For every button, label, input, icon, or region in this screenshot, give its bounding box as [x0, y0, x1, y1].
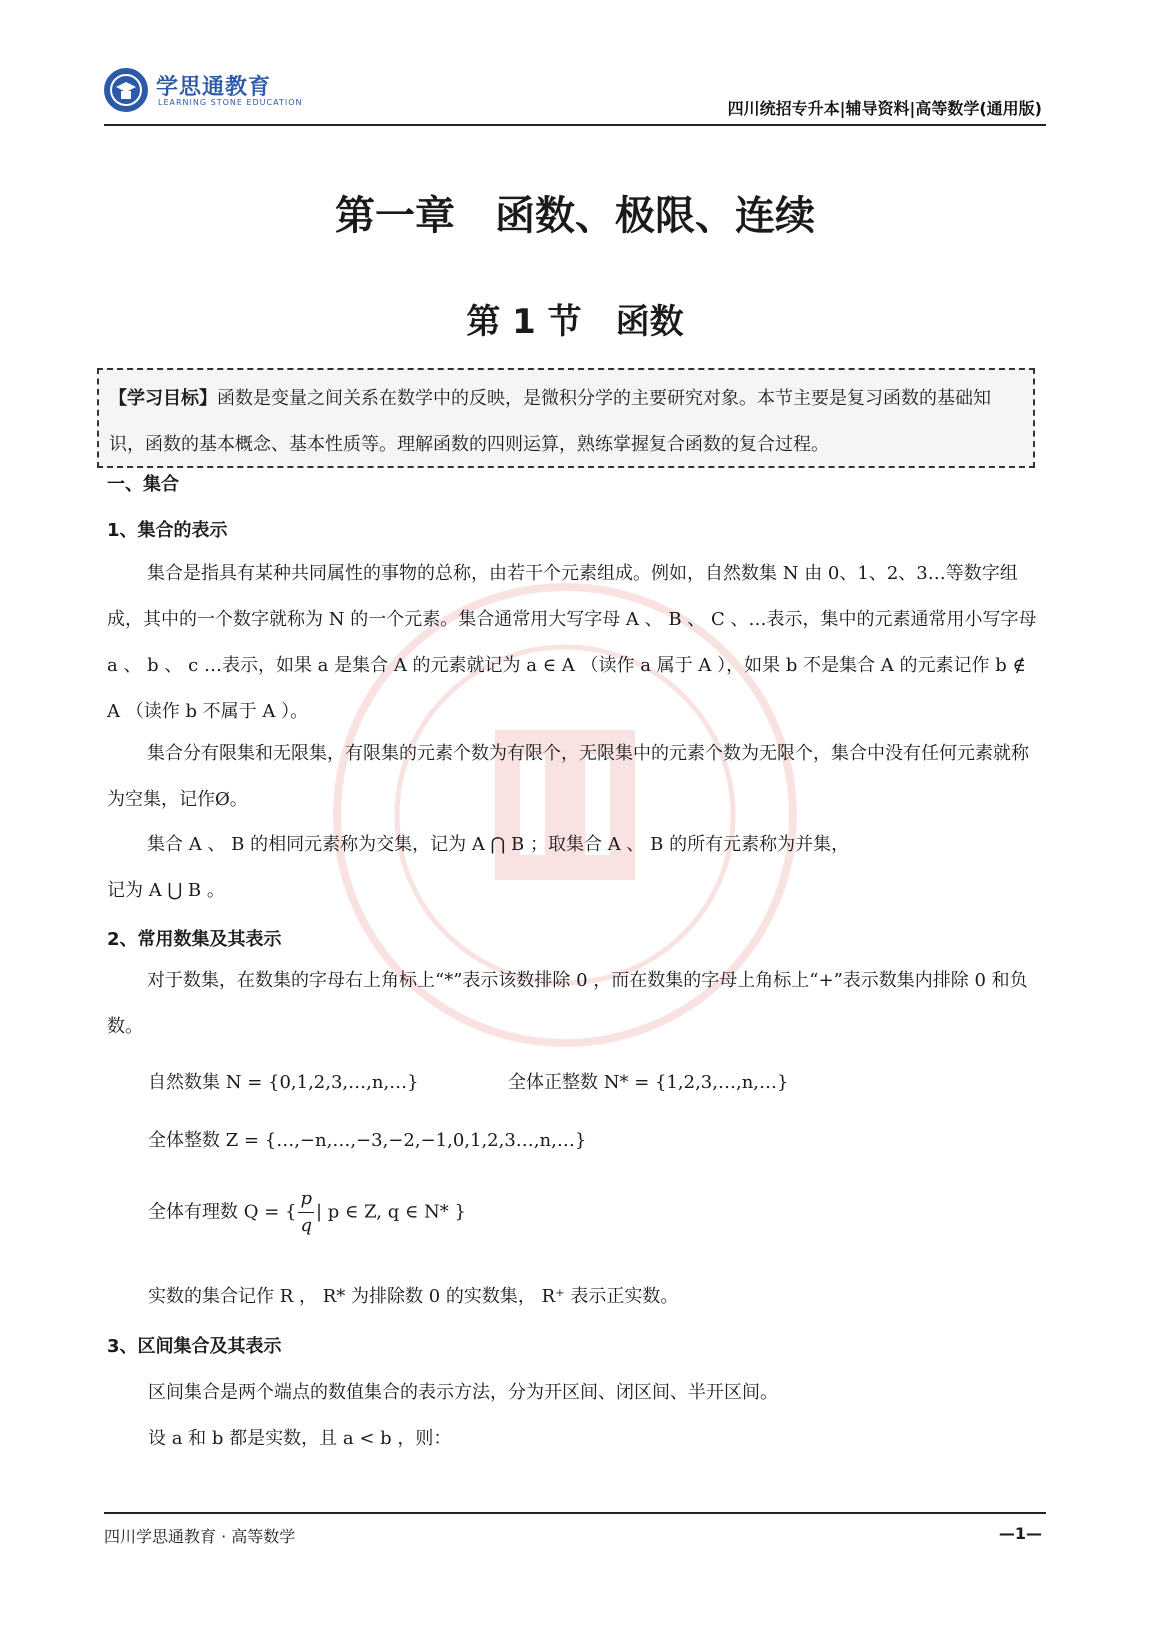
paragraph-set-definition: 集合是指具有某种共同属性的事物的总称，由若干个元素组成。例如，自然数集 N 由 0、1、2、3…等数字组成，其中的一个数字就称为 N 的一个元素。集合通常用大写字母 A 、 B 、 C 、…表示，集中的元素通常用小写字母 a 、 b 、 c …表示，如果 a 是集合 A 的元素就记为 a ∈ A （读作 a 属于 A ），如果 b 不是集合 A 的元素记作 b ∉ A （读作 b 不属于 A ）。 — [107, 563, 1037, 722]
formula-integers: 全体整数 Z = {…,−n,…,−3,−2,−1,0,1,2,3…,n,…} — [148, 1130, 587, 1151]
learning-goal-text — [109, 376, 1023, 468]
heading-sets: 一、集合 — [107, 474, 179, 495]
paragraph-interval-setup: 设 a 和 b 都是实数，且 a < b ，则： — [148, 1428, 452, 1449]
fraction-p-over-q — [298, 1186, 314, 1239]
logo-subtitle: LEARNING STONE EDUCATION — [158, 98, 303, 107]
formula-natural-numbers: 自然数集 N = {0,1,2,3,…,n,…} — [148, 1072, 419, 1093]
chapter-title: 第一章 函数、极限、连续 — [335, 193, 815, 239]
learning-goal-body: 函数是变量之间关系在数学中的反映，是微积分学的主要研究对象。本节主要是复习函数的基础知识，函数的基本概念、基本性质等。理解函数的四则运算，熟练掌握复合函数的复合过程。 — [109, 388, 991, 455]
header-divider — [104, 124, 1046, 126]
paragraph-reals: 实数的集合记作 R ， R* 为排除数 0 的实数集， R⁺ 表示正实数。 — [148, 1286, 679, 1307]
paragraph-finite-infinite: 集合分有限集和无限集，有限集的元素个数为有限个，无限集中的元素个数为无限个，集合中没有任何元素就称为空集，记作Ø。 — [107, 743, 1029, 810]
learning-goal-box — [97, 368, 1035, 468]
paragraph-intersection: 集合 A 、 B 的相同元素称为交集，记为 A ⋂ B ；取集合 A 、 B 的所有元素称为并集， — [147, 834, 850, 855]
formula-rationals-suffix: | p ∈ Z, q ∈ N* } — [316, 1201, 466, 1223]
formula-rationals — [148, 1186, 466, 1239]
page-number: —1— — [998, 1524, 1042, 1543]
header-caption: 四川统招专升本|辅导资料|高等数学(通用版) — [727, 99, 1042, 118]
section-title: 第 1 节 函数 — [466, 302, 684, 342]
fraction-denominator: q — [300, 1215, 312, 1236]
paragraph-number-set-notation: 对于数集，在数集的字母右上角标上“*”表示该数排除 0 ，而在数集的字母上角标上“+”表示数集内排除 0 和负数。 — [107, 970, 1028, 1037]
learning-goal-label: 【学习目标】 — [109, 388, 217, 409]
paragraph-interval-definition: 区间集合是两个端点的数值集合的表示方法，分为开区间、闭区间、半开区间。 — [148, 1382, 778, 1403]
footer-label: 四川学思通教育 · 高等数学 — [104, 1527, 296, 1546]
formula-positive-integers: 全体正整数 N* = {1,2,3,…,n,…} — [508, 1072, 789, 1093]
heading-number-sets: 2、常用数集及其表示 — [107, 929, 282, 950]
heading-set-representation: 1、集合的表示 — [107, 520, 228, 541]
heading-intervals: 3、区间集合及其表示 — [107, 1336, 282, 1357]
footer-divider — [104, 1512, 1046, 1514]
paragraph-union: 记为 A ⋃ B 。 — [107, 880, 225, 901]
logo-title: 学思通教育 — [156, 75, 272, 100]
fraction-numerator: p — [298, 1186, 314, 1213]
logo-icon — [104, 68, 148, 112]
formula-rationals-prefix: 全体有理数 Q = { — [148, 1201, 297, 1223]
